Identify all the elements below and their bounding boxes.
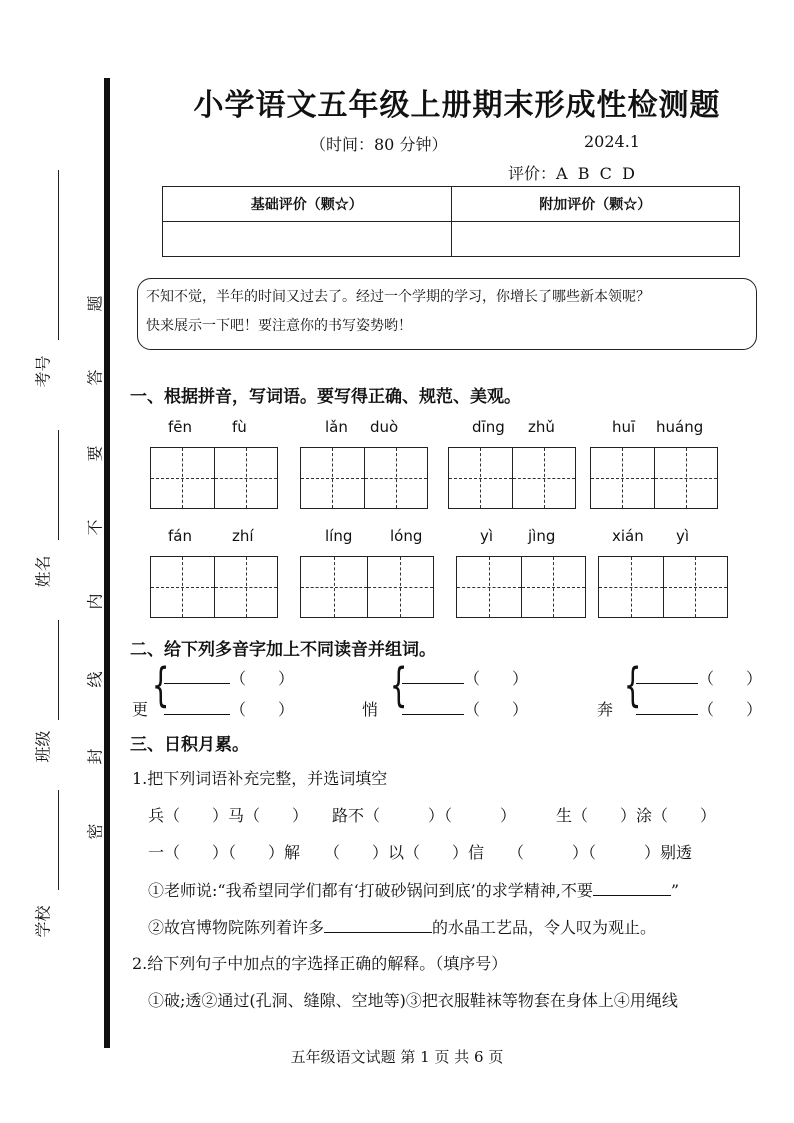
writing-grid[interactable] <box>456 556 586 618</box>
basic-eval-header: 基础评价（颗☆） <box>163 187 452 222</box>
intro-line: 不知不觉，半年的时间又过去了。经过一个学期的学习，你增长了哪些新本领呢？ <box>146 289 650 305</box>
pinyin: xián <box>612 527 644 545</box>
idiom-fill-row[interactable]: 兵（ ）马（ ） 路不（ ）（ ） 生（ ）涂（ ） <box>148 806 717 825</box>
writing-grid[interactable] <box>598 556 728 618</box>
section-1-title: 一、根据拼音，写词语。要写得正确、规范、美观。 <box>130 387 521 407</box>
extra-eval-header: 附加评价（颗☆） <box>451 187 740 222</box>
question-3-2: 2.给下列句子中加点的字选择正确的解释。（填序号） <box>132 954 508 973</box>
writing-grid[interactable] <box>150 447 278 509</box>
seal-char: 密 <box>85 823 105 840</box>
writing-grid[interactable] <box>150 556 278 618</box>
field-label-school: 学校 <box>33 905 53 938</box>
field-label-class: 班级 <box>33 730 53 763</box>
exam-duration: （时间：80 分钟） <box>310 135 448 154</box>
brace: { <box>151 658 170 712</box>
binding-line <box>104 78 110 1048</box>
seal-char: 线 <box>85 671 105 688</box>
pinyin: fán <box>168 527 192 545</box>
pinyin: lǎn <box>325 418 348 436</box>
basic-eval-cell[interactable] <box>163 222 452 257</box>
intro-box <box>137 278 757 350</box>
brace: { <box>389 658 408 712</box>
seal-char: 要 <box>85 445 105 462</box>
section-3-title: 三、日积月累。 <box>130 735 249 755</box>
polyphone-char: 奔 <box>597 700 614 719</box>
polyphone-char: 悄 <box>362 700 379 719</box>
seal-char: 内 <box>85 593 105 610</box>
writing-grid[interactable] <box>590 447 718 509</box>
field-label-name: 姓名 <box>33 555 53 588</box>
seal-char: 不 <box>85 519 105 536</box>
extra-eval-cell[interactable] <box>451 222 740 257</box>
writing-grid[interactable] <box>448 447 576 509</box>
brace: { <box>623 658 642 712</box>
rating-scale: 评价：A B C D <box>508 164 635 183</box>
seal-char: 答 <box>85 369 105 386</box>
pinyin: fù <box>232 418 247 436</box>
field-line-2 <box>58 430 59 540</box>
pinyin: dīng <box>472 418 505 436</box>
field-line-1 <box>58 170 59 340</box>
fill-sentence-2[interactable]: ②故宫博物院陈列着许多 的水晶工艺品，令人叹为观止。 <box>148 918 657 937</box>
pinyin: yì <box>480 527 494 545</box>
exam-date: 2024.1 <box>584 132 640 151</box>
evaluation-table <box>162 186 740 257</box>
writing-grid[interactable] <box>300 447 428 509</box>
pinyin: zhǔ <box>528 418 555 436</box>
polyphone-answer[interactable]: （ ） <box>402 666 528 689</box>
idiom-fill-row[interactable]: 一（ ）（ ）解 （ ）以（ ）信 （ ）（ ）剔透 <box>148 843 693 862</box>
field-label-exam-no: 考号 <box>33 355 53 388</box>
pinyin: zhí <box>232 527 254 545</box>
polyphone-answer[interactable]: （ ） <box>402 697 528 720</box>
fill-sentence-1[interactable]: ①老师说:“我希望同学们都有‘打破砂锅问到底’的求学精神,不要 ” <box>148 881 680 900</box>
pinyin: huī <box>612 418 636 436</box>
seal-char: 封 <box>85 748 105 765</box>
pinyin: duò <box>370 418 399 436</box>
intro-line: 快来展示一下吧！要注意你的书写姿势哟！ <box>146 318 412 334</box>
page-title: 小学语文五年级上册期末形成性检测题 <box>193 88 721 123</box>
polyphone-answer[interactable]: （ ） <box>164 666 294 689</box>
seal-char: 题 <box>85 295 105 312</box>
question-3-1: 1.把下列词语补充完整，并选词填空 <box>132 769 388 788</box>
page-footer: 五年级语文试题 第 1 页 共 6 页 <box>290 1048 504 1066</box>
pinyin: huáng <box>656 418 704 436</box>
field-line-4 <box>58 790 59 890</box>
pinyin: yì <box>676 527 690 545</box>
polyphone-char: 更 <box>132 700 149 719</box>
polyphone-answer[interactable]: （ ） <box>636 697 762 720</box>
field-line-3 <box>58 620 59 720</box>
pinyin: fēn <box>168 418 193 436</box>
section-2-title: 二、给下列多音字加上不同读音并组词。 <box>130 640 436 660</box>
pinyin: lóng <box>390 527 423 545</box>
definition-options: ①破;透②通过(孔洞、缝隙、空地等)③把衣服鞋袜等物套在身体上④用绳线 <box>148 991 678 1010</box>
polyphone-answer[interactable]: （ ） <box>636 666 762 689</box>
pinyin: líng <box>325 527 353 545</box>
pinyin: jìng <box>528 527 556 545</box>
polyphone-answer[interactable]: （ ） <box>164 697 294 720</box>
writing-grid[interactable] <box>300 556 434 618</box>
